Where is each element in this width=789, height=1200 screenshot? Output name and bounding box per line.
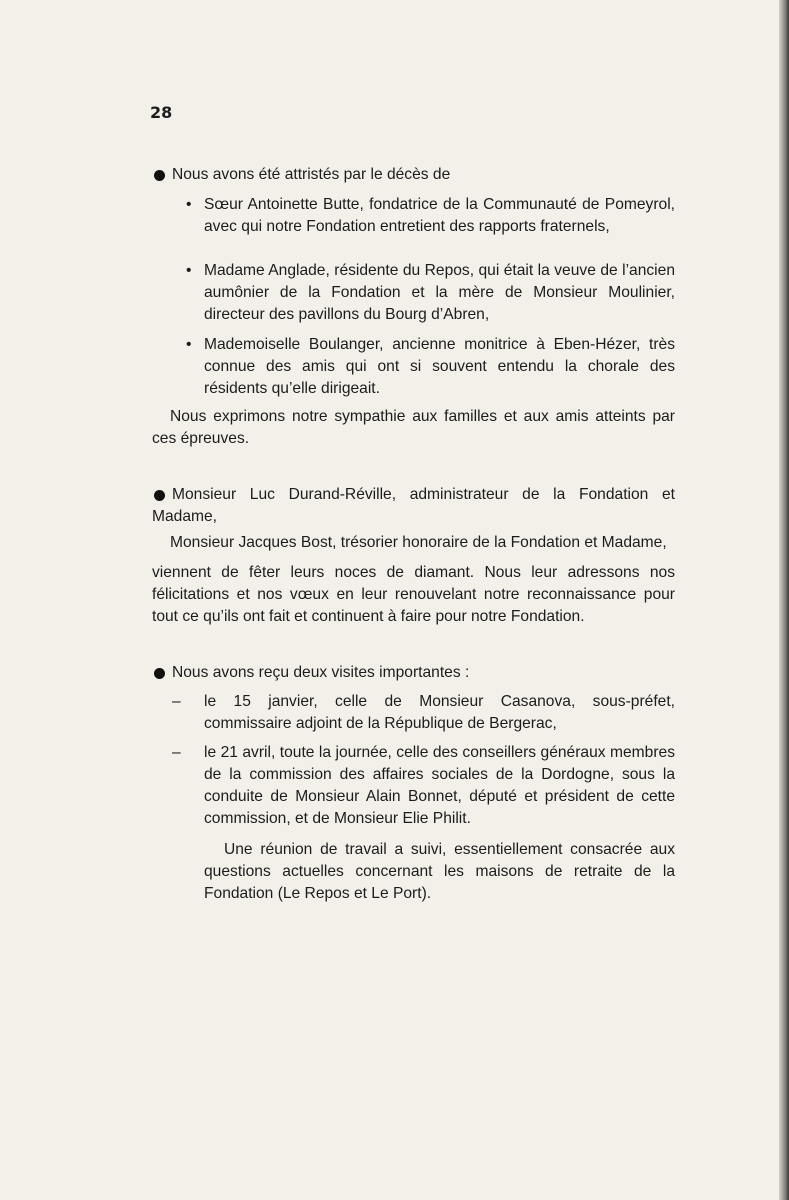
section2-line2: Monsieur Jacques Bost, trésorier honoraire de la Fondation et Madame,	[170, 534, 667, 551]
bullet-marker: •	[186, 336, 192, 353]
section1-intro: Nous avons été attristés par le décès de	[152, 164, 675, 186]
round-bullet-icon	[154, 490, 165, 501]
section3-intro: Nous avons reçu deux visites importantes :	[152, 662, 675, 684]
list-item: • Sœur Antoinette Butte, fondatrice de la Communauté de Pomeyrol, avec qui notre Fondation entretient des rapports fraternels,	[186, 196, 675, 235]
book-spine-shadow	[779, 0, 789, 1200]
dash-marker: –	[172, 693, 181, 710]
round-bullet-icon	[154, 668, 165, 679]
section3-closing: Une réunion de travail a suivi, essentiellement consacrée aux questions actuelles concernant les maisons de retraite de la Fondation (Le Repos et Le Port).	[204, 841, 675, 902]
page-body	[152, 164, 675, 905]
dash-marker: –	[172, 744, 181, 761]
round-bullet-icon	[154, 170, 165, 181]
list-item: – le 21 avril, toute la journée, celle des conseillers généraux membres de la commission des affaires sociales de la Dordogne, sous la conduite de Monsieur Alain Bonnet, député et président de cette commission, et de Monsieur Elie Philit.	[172, 744, 675, 827]
section1-closing: Nous exprimons notre sympathie aux familles et aux amis atteints par ces épreuves.	[152, 408, 675, 447]
page-number: 28	[150, 103, 173, 122]
bullet-marker: •	[186, 262, 192, 279]
section2-body: viennent de fêter leurs noces de diamant. Nous leur adressons nos félicitations et nos vœux en leur renouvelant notre reconnaissance pour tout ce qu’ils ont fait et continuent à faire pour notre Fondation.	[152, 564, 675, 625]
section2-line1: Monsieur Luc Durand-Réville, administrateur de la Fondation et Madame,	[152, 486, 675, 525]
list-item: – le 15 janvier, celle de Monsieur Casanova, sous-préfet, commissaire adjoint de la République de Bergerac,	[172, 693, 675, 732]
list-item: • Mademoiselle Boulanger, ancienne monitrice à Eben-Hézer, très connue des amis qui ont si souvent entendu la chorale des résidents qu’elle dirigeait.	[186, 336, 675, 397]
bullet-marker: •	[186, 196, 192, 213]
list-item: • Madame Anglade, résidente du Repos, qui était la veuve de l’ancien aumônier de la Fondation et la mère de Monsieur Moulinier, directeur des pavillons du Bourg d’Abren,	[186, 262, 675, 323]
